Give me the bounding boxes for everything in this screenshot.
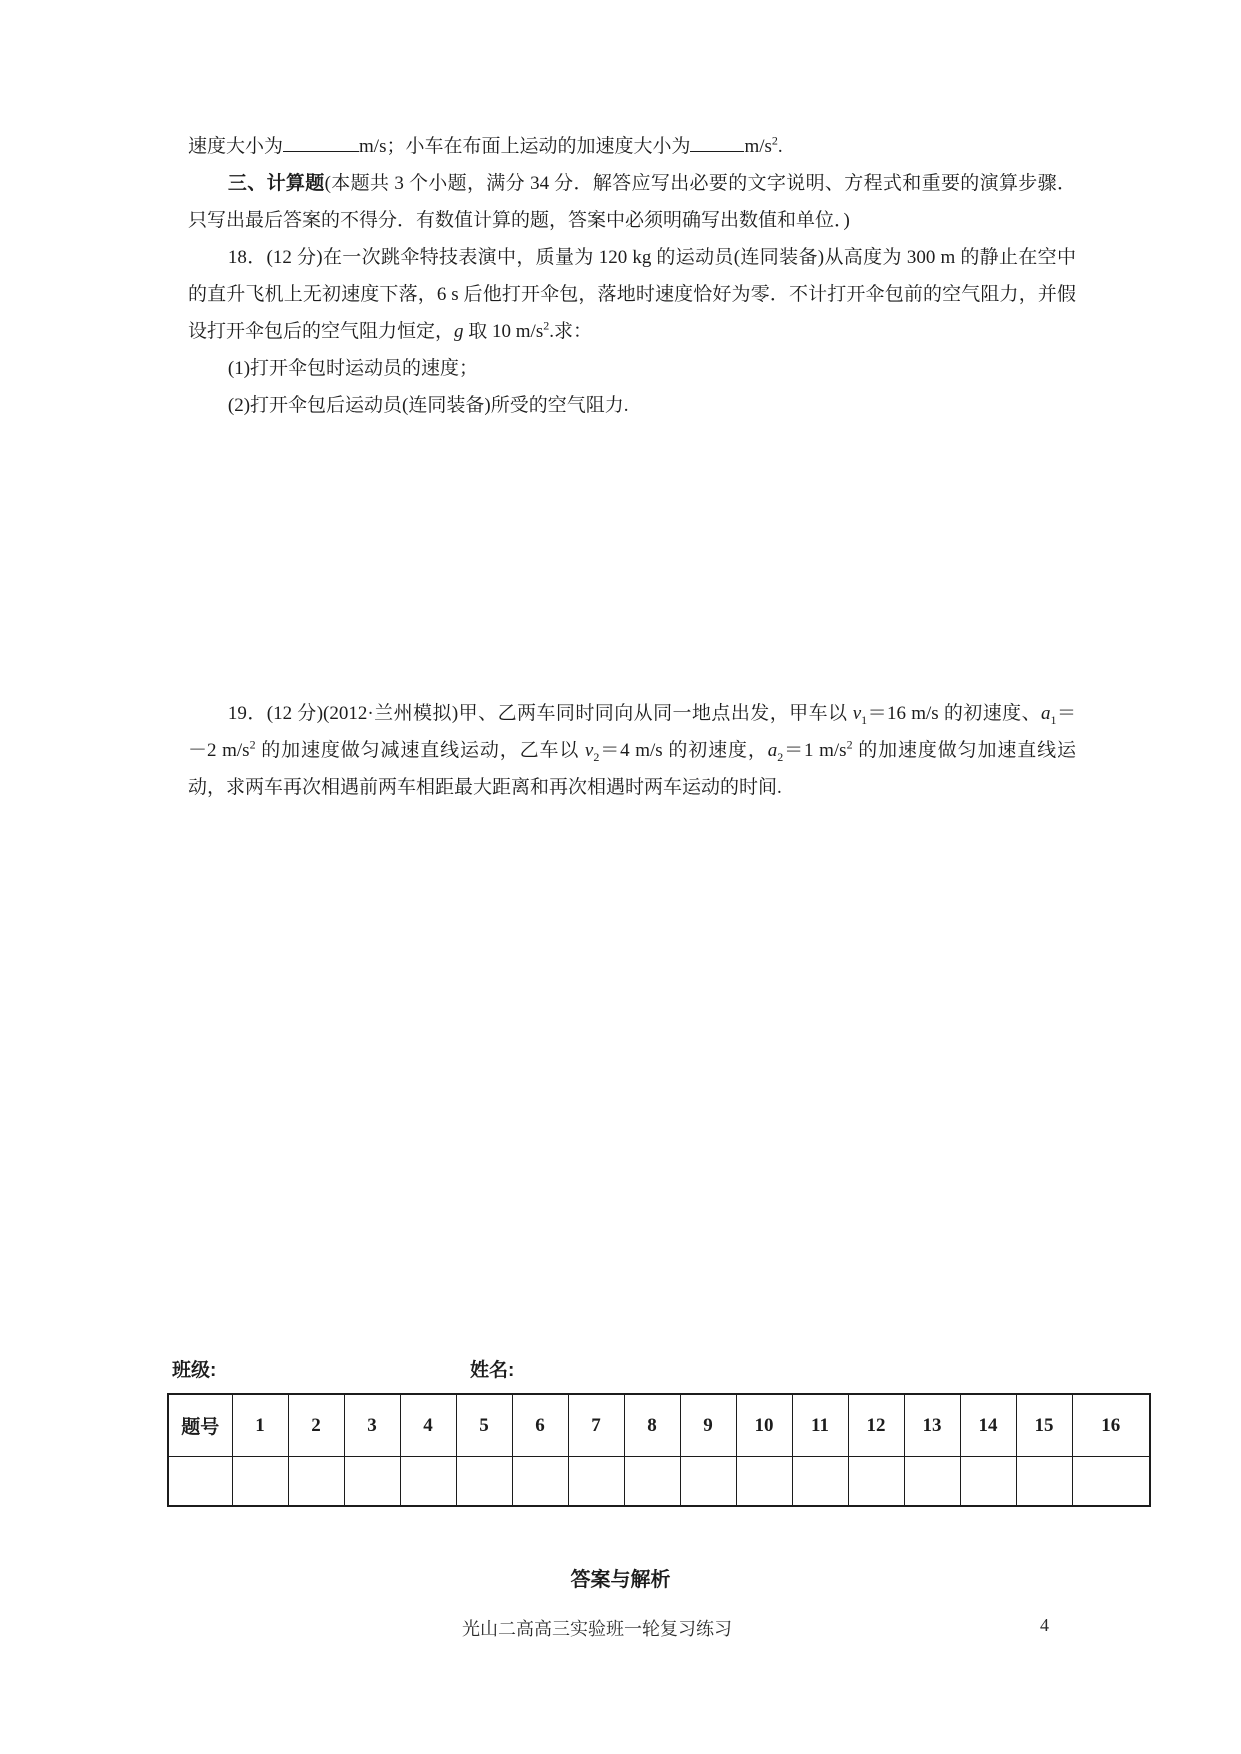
answer-cell xyxy=(736,1457,792,1507)
column-header: 8 xyxy=(624,1394,680,1457)
answer-cell xyxy=(1072,1457,1150,1507)
column-header: 14 xyxy=(960,1394,1016,1457)
column-header: 11 xyxy=(792,1394,848,1457)
footer-title: 光山二高高三实验班一轮复习练习 xyxy=(462,1619,732,1639)
column-header: 6 xyxy=(512,1394,568,1457)
variable-g: g xyxy=(454,321,464,342)
subscript: 1 xyxy=(861,712,868,727)
answer-cell xyxy=(624,1457,680,1507)
text-run: 19．(12 分)(2012·兰州模拟)甲、乙两车同时同向从同一地点出发，甲车以 xyxy=(227,703,853,724)
text-run: . xyxy=(777,136,783,157)
column-header: 5 xyxy=(456,1394,512,1457)
superscript: 2 xyxy=(543,318,550,333)
answer-cell xyxy=(512,1457,568,1507)
answer-cell xyxy=(568,1457,624,1507)
question-18 xyxy=(188,239,1076,350)
section-title: 三、计算题 xyxy=(227,173,325,194)
superscript: 2 xyxy=(846,737,853,752)
column-header: 16 xyxy=(1072,1394,1150,1457)
fill-in-line xyxy=(188,128,1076,165)
text-run: 的加速度做匀减速直线运动，乙车以 xyxy=(255,740,585,761)
answer-cell xyxy=(288,1457,344,1507)
table-header-row xyxy=(168,1394,1150,1457)
answer-grid-table xyxy=(167,1393,1151,1507)
column-header: 9 xyxy=(680,1394,736,1457)
class-label: 班级: xyxy=(172,1360,217,1381)
column-header: 4 xyxy=(400,1394,456,1457)
answer-cell xyxy=(400,1457,456,1507)
column-header: 12 xyxy=(848,1394,904,1457)
text-run: 速度大小为 xyxy=(188,136,284,157)
variable-v: v xyxy=(852,703,862,724)
superscript: 2 xyxy=(249,737,256,752)
question-18-part-1: (1)打开伞包时运动员的速度； xyxy=(227,358,479,379)
answer-cell xyxy=(792,1457,848,1507)
answer-cell xyxy=(960,1457,1016,1507)
column-header: 3 xyxy=(344,1394,400,1457)
column-header: 13 xyxy=(904,1394,960,1457)
section-heading-paragraph xyxy=(188,165,1076,239)
text-run: ＝16 m/s 的初速度、 xyxy=(867,703,1042,724)
answer-blank xyxy=(283,135,359,152)
column-header: 10 xyxy=(736,1394,792,1457)
question-18-part-2: (2)打开伞包后运动员(连同装备)所受的空气阻力. xyxy=(227,395,629,416)
answer-cell xyxy=(232,1457,288,1507)
variable-v: v xyxy=(584,740,594,761)
answer-blank xyxy=(690,135,744,152)
answer-row xyxy=(168,1457,1150,1507)
text-run: ＝1 m/s xyxy=(783,740,847,761)
subscript: 2 xyxy=(777,749,784,764)
text-run: m/s xyxy=(744,136,772,157)
subscript: 2 xyxy=(593,749,600,764)
question-19 xyxy=(188,695,1076,806)
column-header: 15 xyxy=(1016,1394,1072,1457)
answer-cell xyxy=(680,1457,736,1507)
footer-page-number: 4 xyxy=(1040,1615,1049,1635)
answer-cell xyxy=(848,1457,904,1507)
subscript: 1 xyxy=(1050,712,1057,727)
answer-cell xyxy=(456,1457,512,1507)
question-19-block xyxy=(188,695,1076,806)
superscript: 2 xyxy=(771,133,778,148)
variable-a: a xyxy=(1041,703,1051,724)
name-label: 姓名: xyxy=(470,1360,515,1381)
answer-cell xyxy=(904,1457,960,1507)
answer-cell xyxy=(344,1457,400,1507)
column-header: 2 xyxy=(288,1394,344,1457)
text-run: .求： xyxy=(549,321,592,342)
section-instructions: (本题共 3 个小题，满分 34 分．解答应写出必要的文字说明、方程式和重要的演算步骤．只写出最后答案的不得分．有数值计算的题，答案中必须明确写出数值和单位．) xyxy=(188,173,1076,231)
main-text-block xyxy=(188,128,1076,424)
answers-section-heading: 答案与解析 xyxy=(570,1569,671,1591)
text-run: 的加速度做匀加速直线运动，求两车再次相遇前两车相距最大距离和再次相遇时两车运动的时间. xyxy=(188,740,1076,798)
text-run: 取 10 m/s xyxy=(463,321,544,342)
answer-cell xyxy=(168,1457,232,1507)
answer-cell xyxy=(1016,1457,1072,1507)
text-run: ＝－2 m/s xyxy=(188,703,1076,761)
text-run: ＝4 m/s 的初速度， xyxy=(599,740,768,761)
variable-a: a xyxy=(767,740,778,761)
column-header: 7 xyxy=(568,1394,624,1457)
column-header: 题号 xyxy=(168,1394,232,1457)
text-run: 18．(12 分)在一次跳伞特技表演中，质量为 120 kg 的运动员(连同装备)从高度为 300 m 的静止在空中的直升飞机上无初速度下落，6 s 后他打开伞包，落地时速度恰好为零．不计打开伞包前的空气阻力，并假设打开伞包后的空气阻力恒定， xyxy=(188,247,1076,342)
column-header: 1 xyxy=(232,1394,288,1457)
text-run: m/s；小车在布面上运动的加速度大小为 xyxy=(359,136,691,157)
